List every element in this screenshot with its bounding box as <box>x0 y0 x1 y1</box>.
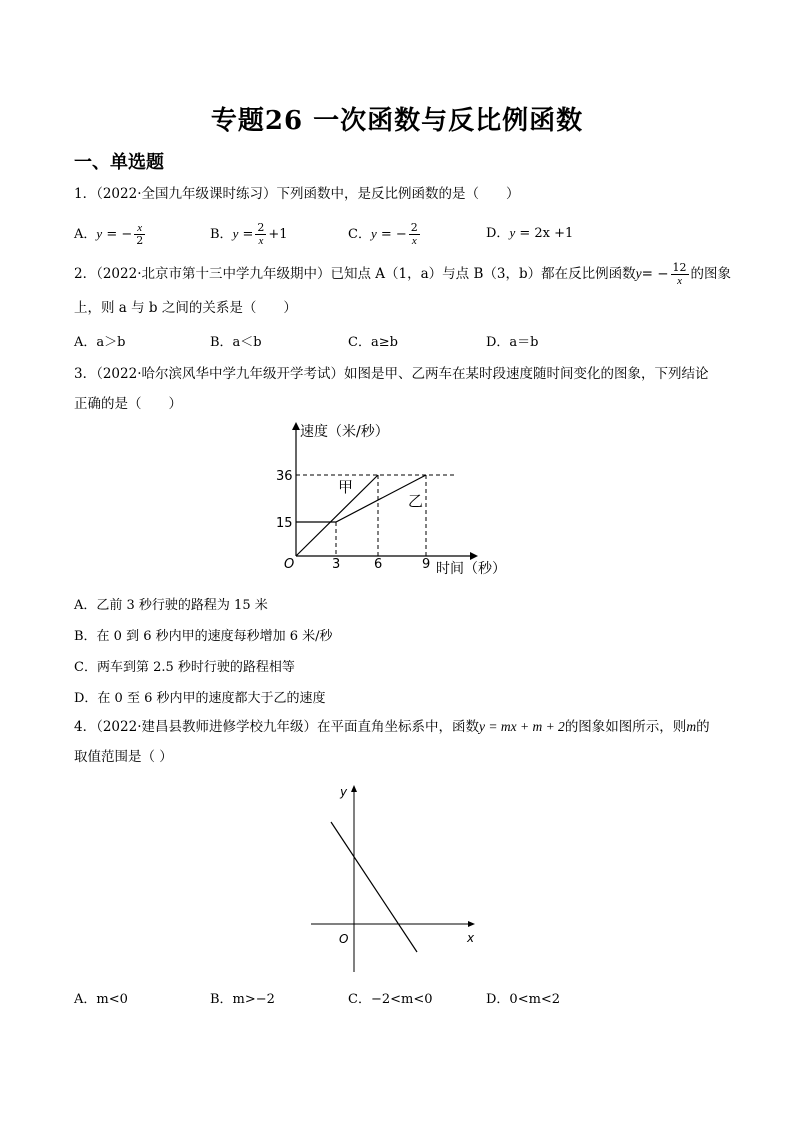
q3-option-d[interactable]: D．在 0 至 6 秒内甲的速度都大于乙的速度 <box>74 691 326 706</box>
origin-label: O <box>339 932 349 946</box>
q3-stem-line1: 3．（2022·哈尔滨风华中学九年级开学考试）如图是甲、乙两车在某时段速度随时间变化的图象，下列结论 <box>74 366 709 382</box>
q2-option-a[interactable]: A．a＞b <box>74 335 126 350</box>
y-tick-15: 15 <box>276 516 293 531</box>
series-jia-line <box>296 475 378 556</box>
q1-option-b[interactable]: B．y = $\frac{2}{x}$ +1 <box>210 221 288 247</box>
series-yi-line <box>296 475 426 522</box>
y-axis-arrow <box>292 422 300 430</box>
q2-option-c[interactable]: C．a≥b <box>348 335 398 350</box>
q2-option-b[interactable]: B．a＜b <box>210 335 262 350</box>
y-axis-label: 速度（米/秒） <box>300 424 389 440</box>
x-tick-9: 9 <box>422 557 431 572</box>
q4-option-d[interactable]: D．0<m<2 <box>486 992 561 1007</box>
q1-option-d[interactable]: D．y = 2x +1 <box>486 225 574 241</box>
y-axis-label: y <box>340 785 348 799</box>
q2-stem: 2．（2022·北京市第十三中学九年级期中）已知点 A（1，a）与点 B（3，b）都在反比例函数y= − $\frac{12}{x}$ 的图象 <box>74 261 732 287</box>
q2-stem-line2: 上，则 a 与 b 之间的关系是（ ） <box>74 300 297 316</box>
q4-stem-line2: 取值范围是（ ） <box>74 749 173 765</box>
series-yi-label: 乙 <box>408 492 424 510</box>
q3-option-c[interactable]: C．两车到第 2.5 秒时行驶的路程相等 <box>74 660 295 675</box>
q4-option-c[interactable]: C．−2<m<0 <box>348 992 433 1007</box>
x-axis-arrow <box>468 921 475 927</box>
q3-option-a[interactable]: A．乙前 3 秒行驶的路程为 15 米 <box>74 598 268 613</box>
q3-option-b[interactable]: B．在 0 到 6 秒内甲的速度每秒增加 6 米/秒 <box>74 629 333 644</box>
q1-stem: 1．（2022·全国九年级课时练习）下列函数中，是反比例函数的是（ ） <box>74 186 520 202</box>
q4-option-b[interactable]: B．m>−2 <box>210 992 275 1007</box>
q4-option-a[interactable]: A．m<0 <box>74 992 128 1007</box>
x-axis-label: 时间（秒） <box>436 561 506 577</box>
q1-a-fraction: $\frac{x}{2}$ <box>136 222 144 247</box>
y-tick-36: 36 <box>276 469 293 484</box>
page-title: 专题26 一次函数与反比例函数 <box>210 106 584 136</box>
linear-function-graph <box>305 780 485 980</box>
x-tick-6: 6 <box>374 557 383 572</box>
q2-option-d[interactable]: D．a＝b <box>486 335 539 350</box>
q1-c-fraction: $\frac{2}{x}$ <box>410 221 418 247</box>
speed-time-graph <box>270 418 530 583</box>
y-axis-arrow <box>351 785 357 792</box>
q2-fraction: $\frac{12}{x}$ <box>672 261 687 287</box>
q1-option-a[interactable]: A．y = − $\frac{x}{2}$ <box>74 222 144 247</box>
series-jia-label: 甲 <box>338 478 354 496</box>
q1-b-fraction: $\frac{2}{x}$ <box>257 221 265 247</box>
section-heading: 一、单选题 <box>74 152 164 173</box>
origin-label: O <box>284 557 295 572</box>
q1-option-c[interactable]: C．y = − $\frac{2}{x}$ <box>348 221 418 247</box>
q3-stem-line2: 正确的是（ ） <box>74 396 182 412</box>
x-axis-label: x <box>467 931 475 945</box>
x-axis-arrow <box>470 552 478 560</box>
x-tick-3: 3 <box>332 557 341 572</box>
q4-stem-line1: 4．（2022·建昌县教师进修学校九年级）在平面直角坐标系中，函数y = mx + m + 2的图象如图所示，则m的 <box>74 719 710 735</box>
